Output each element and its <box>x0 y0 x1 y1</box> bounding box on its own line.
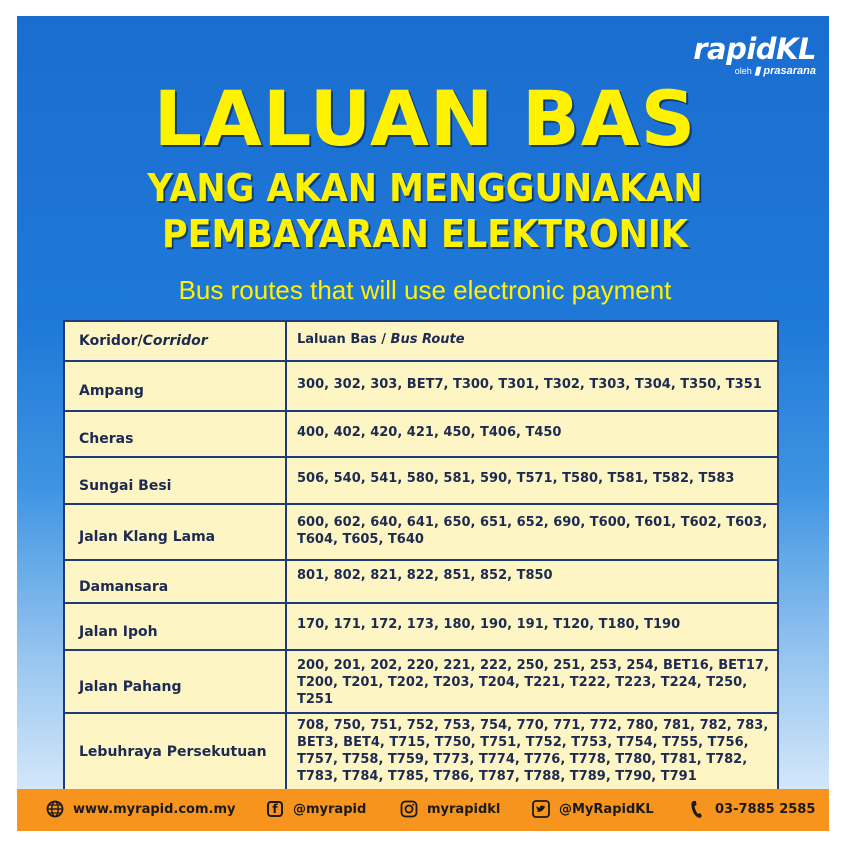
rapidkl-logo <box>693 34 816 77</box>
table-row <box>64 457 778 504</box>
website-item[interactable] <box>45 799 236 819</box>
title-line-2: YANG AKAN MENGGUNAKAN <box>147 166 703 210</box>
corridor-cell: Lebuhraya Persekutuan <box>64 713 286 791</box>
routes-cell <box>286 560 778 603</box>
brand-sub-prefix: oleh <box>734 66 752 76</box>
corridor-cell: Jalan Ipoh <box>64 603 286 650</box>
routes-text: 170, 171, 172, 173, 180, 190, 191, T120, T180, T190 <box>297 617 681 632</box>
corridor-cell: Sungai Besi <box>64 457 286 504</box>
routes-text: 400, 402, 420, 421, 450, T406, T450 <box>297 425 562 440</box>
twitter-icon <box>531 799 551 819</box>
table-row <box>64 361 778 411</box>
routes-text: 600, 602, 640, 641, 650, 651, 652, 690, T600, T601, T602, T603, T604, T605, T640 <box>297 515 768 547</box>
route-header-ms: Laluan Bas / <box>297 331 391 347</box>
brand-name: rapidKL <box>693 32 816 66</box>
table-row <box>64 504 778 560</box>
routes-text: 200, 201, 202, 220, 221, 222, 250, 251, 253, 254, BET16, BET17, T200, T201, T202, T203, T204, T221, T222, T223, T224, T250, T251 <box>297 658 769 707</box>
routes-cell <box>286 504 778 560</box>
routes-cell <box>286 457 778 504</box>
routes-cell <box>286 411 778 457</box>
phone-icon <box>687 799 707 819</box>
phone-number[interactable]: 03-7885 2585 <box>715 801 816 817</box>
instagram-icon <box>399 799 419 819</box>
corridor-cell: Jalan Pahang <box>64 650 286 713</box>
table-row <box>64 650 778 713</box>
instagram-item[interactable] <box>399 799 500 819</box>
table-row <box>64 603 778 650</box>
routes-cell <box>286 361 778 411</box>
instagram-handle[interactable]: myrapidkl <box>427 801 501 817</box>
routes-text: 708, 750, 751, 752, 753, 754, 770, 771, 772, 780, 781, 782, 783, BET3, BET4, T715, T750, T751, T752, T753, T754, T755, T756, T757, T758, T759, T773, T774, T776, T778, T780, T781, T782, T783, T784, T785, T786, T787, T788, T789, T790, T791 <box>297 718 769 784</box>
corridor-cell: Damansara <box>64 560 286 603</box>
website-link[interactable]: www.myrapid.com.my <box>73 801 236 817</box>
corridor-header <box>64 321 286 361</box>
corridor-cell: Ampang <box>64 361 286 411</box>
brand-sub-name: prasarana <box>763 65 816 77</box>
prasarana-icon: ▮ <box>754 65 764 77</box>
title-line-3: PEMBAYARAN ELEKTRONIK <box>161 212 689 256</box>
route-header <box>286 321 778 361</box>
table-row <box>64 560 778 603</box>
table-row <box>64 713 778 791</box>
facebook-handle[interactable]: @myrapid <box>293 801 367 817</box>
main-title: LALUAN BAS <box>153 74 697 163</box>
globe-icon <box>45 799 65 819</box>
english-subtitle: Bus routes that will use electronic payment <box>178 275 672 305</box>
phone-item[interactable] <box>687 799 815 819</box>
routes-text: 300, 302, 303, BET7, T300, T301, T302, T303, T304, T350, T351 <box>297 377 762 392</box>
routes-cell <box>286 650 778 713</box>
corridor-header-ms: Koridor/ <box>79 333 143 349</box>
bus-routes-table <box>63 320 779 792</box>
routes-text: 801, 802, 821, 822, 851, 852, T850 <box>297 568 553 583</box>
routes-text: 506, 540, 541, 580, 581, 590, T571, T580, T581, T582, T583 <box>297 471 735 486</box>
contact-footer <box>17 789 829 831</box>
facebook-item[interactable] <box>265 799 366 819</box>
corridor-cell: Cheras <box>64 411 286 457</box>
routes-cell <box>286 713 778 791</box>
twitter-handle[interactable]: @MyRapidKL <box>559 801 654 817</box>
twitter-item[interactable] <box>531 799 654 819</box>
table-row <box>64 411 778 457</box>
routes-cell <box>286 603 778 650</box>
route-header-en: Bus Route <box>390 331 465 347</box>
corridor-cell: Jalan Klang Lama <box>64 504 286 560</box>
facebook-icon: f <box>265 799 285 819</box>
corridor-header-en: Corridor <box>142 333 208 349</box>
table-header-row <box>64 321 778 361</box>
